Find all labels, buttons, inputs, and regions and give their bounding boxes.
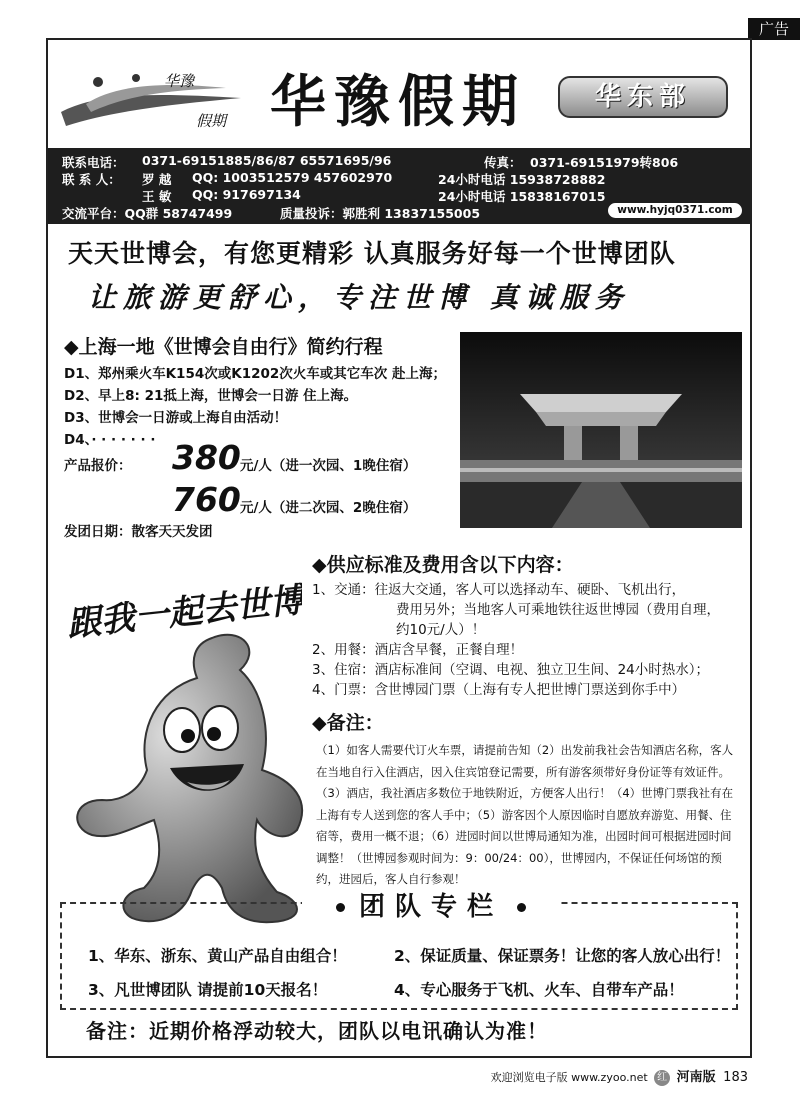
fax-value: 0371-69151979转806 [530, 155, 679, 170]
person1-qq: QQ: 1003512579 457602970 [192, 170, 393, 185]
person1-mobile: 24小时电话 15938728882 [438, 172, 606, 187]
team-column [60, 892, 738, 1010]
complaint: 质量投诉：郭胜利 13837155005 [280, 206, 481, 221]
dot-icon [517, 903, 526, 912]
slogan-line-2: 让旅游更舒心，专注世博 真诚服务 [88, 281, 630, 314]
team-title [302, 886, 560, 923]
person2-qq: QQ: 917697134 [192, 187, 301, 202]
person1-name: 罗 越 [142, 172, 172, 187]
supply-line-1c: 约10元/人）！ [396, 622, 486, 638]
price-1: 380 [172, 438, 241, 477]
logo-brush-icon [56, 64, 246, 134]
department-badge: 华东部 [558, 76, 728, 118]
price-label: 产品报价： [64, 458, 132, 474]
ad-frame [46, 38, 752, 1058]
supply-title: ◆供应标准及费用含以下内容： [312, 554, 574, 576]
page-footer [491, 1066, 748, 1086]
supply-line-1: 1、交通：往返大交通，客人可以选择动车、硬卧、飞机出行， [312, 582, 686, 598]
logo-text-2: 假期 [196, 112, 227, 130]
itinerary-title: ◆上海一地《世博会自由行》简约行程 [64, 336, 383, 358]
team-title-text: 团队专栏 [359, 892, 504, 922]
team-item-4: 4、专心服务于飞机、火车、自带车产品！ [394, 981, 684, 999]
price-1-desc: 元/人（进一次园、1晚住宿） [240, 458, 417, 474]
slogan-line-1: 天天世博会，有您更精彩 认真服务好每一个世博团队 [68, 239, 676, 268]
page-number: 183 [723, 1070, 748, 1085]
phone-value: 0371-69151885/86/87 65571695/96 [142, 153, 392, 168]
itinerary-d4: D4、· · · · · · · [64, 432, 156, 448]
itinerary-d1: D1、郑州乘火车K154次或K1202次火车或其它车次 赴上海； [64, 366, 446, 382]
contact-bar [48, 148, 750, 224]
team-item-3: 3、凡世博团队 请提前10天报名！ [88, 981, 328, 999]
website-link[interactable]: www.hyjq0371.com [608, 203, 742, 218]
notes-body: （1）如客人需要代订火车票，请提前告知（2）出发前我社会告知酒店名称，客人在当地自行入住酒店，因入住宾馆登记需要，所有游客须带好身份证等有效证件。（3）酒店，我社酒店多数位于地铁附近，方便客人出行！（4）世博门票我社有在上海有专人送到您的客人手中；（5）游客因个人原因临时自愿放弃游览、用餐、住宿等，费用一概不退；（6）进园时间以世博局通知为准，出园时间可根据进园时间调整！（世博园参观时间为：9：00/24：00），世博园内，不保证任何场馆的预约，进园后，客人自行参观！ [316, 743, 734, 886]
team-item-2: 2、保证质量、保证票务！让您的客人放心出行！ [394, 947, 731, 965]
team-item-1: 1、华东、浙东、黄山产品自由组合！ [88, 947, 347, 965]
browse-text: 欢迎浏览电子版 www.zyoo.net [490, 1071, 648, 1084]
depart-date: 发团日期：散客天天发团 [64, 524, 213, 540]
badge-icon: 红 [654, 1070, 670, 1086]
china-pavilion-icon [460, 332, 742, 528]
dot-icon [336, 903, 345, 912]
supply-line-2: 2、用餐：酒店含早餐，正餐自理！ [312, 642, 524, 658]
haibao-mascot-icon [62, 630, 322, 930]
supply-line-3: 3、住宿：酒店标准间（空调、电视、独立卫生间、24小时热水）； [312, 662, 710, 678]
person-label: 联 系 人： [62, 172, 121, 187]
person2-name: 王 敏 [142, 189, 172, 204]
fax-label: 传真： [484, 155, 522, 170]
edition: 河南版 [676, 1070, 716, 1085]
brand-title: 华豫假期 [270, 69, 526, 135]
price-2: 760 [172, 480, 241, 519]
itinerary-d2: D2、早上8: 21抵上海，世博会一日游 住上海。 [64, 388, 358, 404]
price-2-desc: 元/人（进二次园、2晚住宿） [240, 500, 417, 516]
phone-label: 联系电话： [62, 155, 125, 170]
footer-note: 备注：近期价格浮动较大，团队以电讯确认为准！ [86, 1019, 548, 1043]
header [48, 40, 750, 148]
expo-pavilion-photo [460, 332, 742, 528]
supply-line-4: 4、门票：含世博园门票（上海有专人把世博门票送到你手中） [312, 682, 686, 698]
supply-line-1b: 费用另外；当地客人可乘地铁往返世博园（费用自理， [396, 602, 720, 618]
ad-tag: 广告 [748, 18, 800, 40]
itinerary-d3: D3、世博会一日游或上海自由活动！ [64, 410, 288, 426]
follow-text: 跟我一起去世博 [64, 580, 302, 640]
platform: 交流平台：QQ群 58747499 [62, 206, 233, 221]
notes-title: ◆备注： [312, 712, 384, 734]
person2-mobile: 24小时电话 15838167015 [438, 189, 606, 204]
logo-text-1: 华豫 [164, 72, 195, 90]
